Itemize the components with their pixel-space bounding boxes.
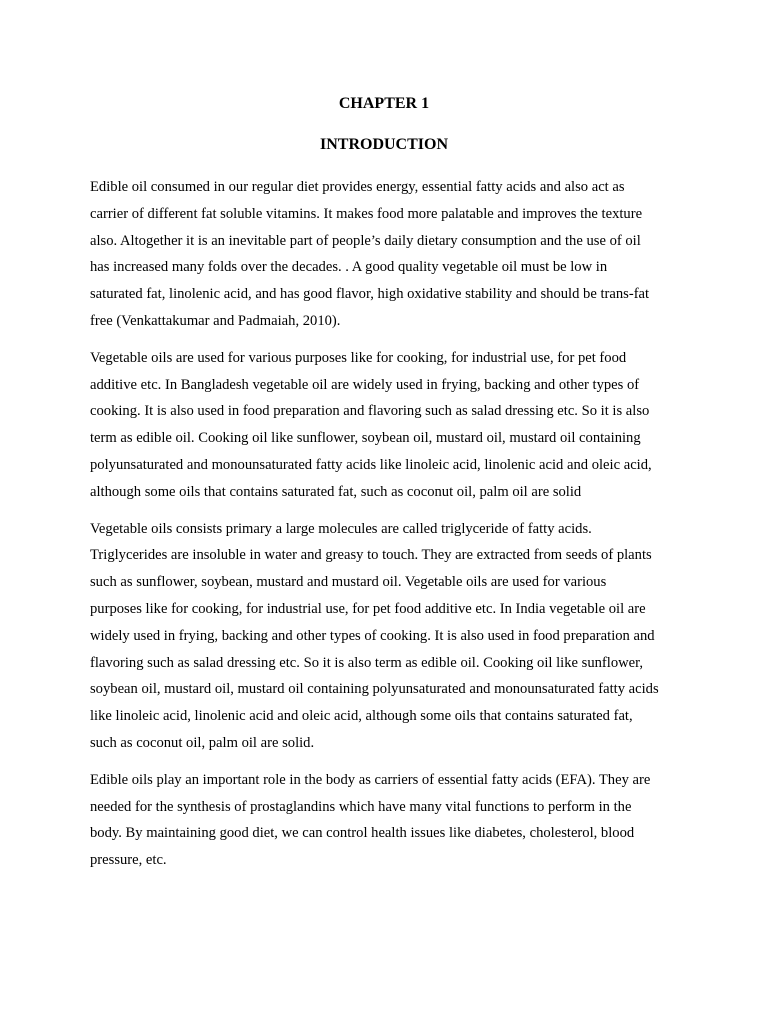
text-line: Triglycerides are insoluble in water and greasy to touch. They are extracted from seeds of plants: [90, 547, 652, 564]
paragraph: [90, 516, 686, 757]
text-line: Vegetable oils consists primary a large molecules are called triglyceride of fatty acids.: [90, 520, 592, 537]
text-line: polyunsaturated and monounsaturated fatty acids like linoleic acid, linolenic acid and oleic acid,: [90, 456, 652, 473]
paragraph: [90, 174, 686, 335]
text-line: carrier of different fat soluble vitamins. It makes food more palatable and improves the texture: [90, 205, 643, 222]
text-line: saturated fat, linolenic acid, and has good flavor, high oxidative stability and should be trans-fat: [90, 286, 650, 303]
text-line: needed for the synthesis of prostaglandins which have many vital functions to perform in the: [90, 798, 632, 815]
text-line: Vegetable oils are used for various purposes like for cooking, for industrial use, for pet food: [90, 349, 627, 366]
text-line: widely used in frying, backing and other types of cooking. It is also used in food preparation and: [90, 627, 655, 644]
text-line: pressure, etc.: [90, 852, 167, 869]
paragraph: [90, 767, 686, 874]
text-line: soybean oil, mustard oil, mustard oil containing polyunsaturated and monounsaturated fatty acids: [90, 681, 659, 698]
body-text: [90, 174, 686, 884]
chapter-number: CHAPTER 1: [338, 95, 430, 112]
text-line: cooking. It is also used in food preparation and flavoring such as salad dressing etc. So it is also: [90, 403, 650, 420]
text-line: purposes like for cooking, for industrial use, for pet food additive etc. In India vegetable oil are: [90, 600, 646, 617]
text-line: Edible oil consumed in our regular diet provides energy, essential fatty acids and also act as: [90, 179, 625, 195]
text-line: term as edible oil. Cooking oil like sunflower, soybean oil, mustard oil, mustard oil containing: [90, 430, 641, 447]
chapter-title: INTRODUCTION: [319, 136, 448, 153]
text-line: like linoleic acid, linolenic acid and oleic acid, although some oils that contains saturated fat,: [90, 708, 633, 725]
text-line: although some oils that contains saturated fat, such as coconut oil, palm oil are solid: [90, 483, 582, 500]
paragraph: [90, 345, 686, 506]
text-line: such as coconut oil, palm oil are solid.: [90, 734, 315, 751]
text-line: body. By maintaining good diet, we can control health issues like diabetes, cholesterol, blood: [90, 825, 635, 842]
text-line: flavoring such as salad dressing etc. So it is also term as edible oil. Cooking oil like sunflower,: [90, 654, 644, 671]
text-line: Edible oils play an important role in the body as carriers of essential fatty acids (EFA). They are: [90, 771, 651, 788]
text-line: free (Venkattakumar and Padmaiah, 2010).: [90, 312, 341, 329]
text-line: has increased many folds over the decades. . A good quality vegetable oil must be low in: [90, 259, 608, 276]
text-line: additive etc. In Bangladesh vegetable oil are widely used in frying, backing and other types of: [90, 376, 640, 393]
text-line: also. Altogether it is an inevitable part of people’s daily dietary consumption and the use of oil: [90, 232, 641, 249]
text-line: such as sunflower, soybean, mustard and mustard oil. Vegetable oils are used for various: [90, 574, 607, 591]
